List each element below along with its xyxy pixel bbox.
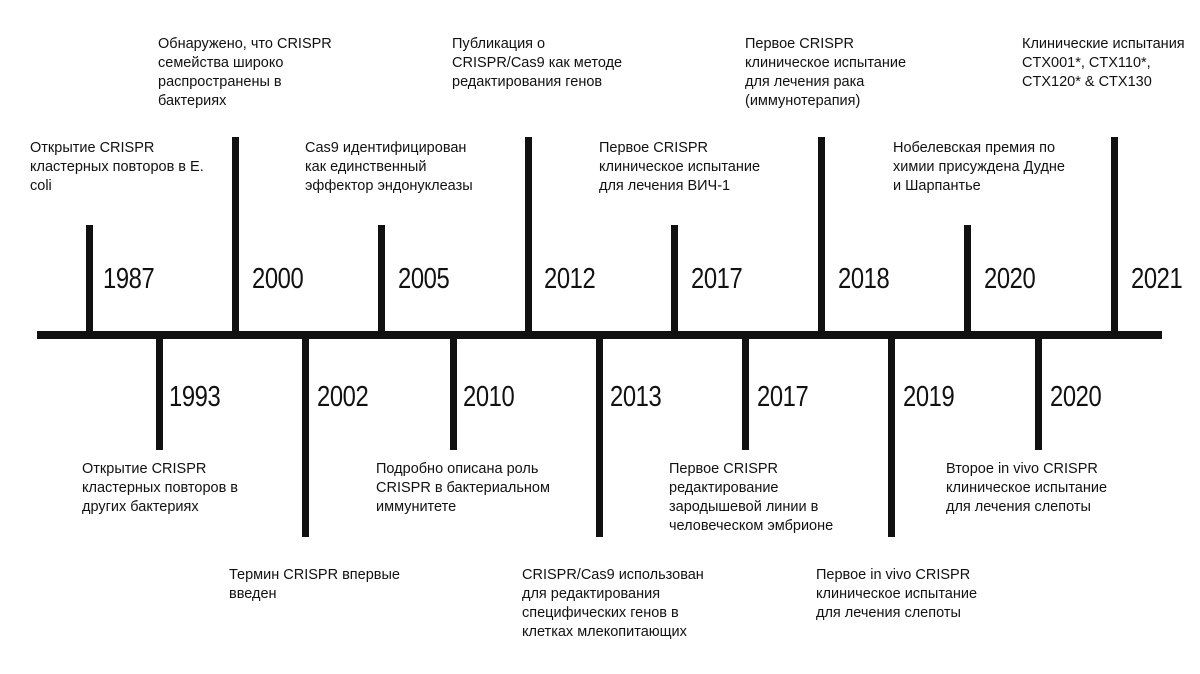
- year-1987: 1987: [103, 263, 155, 295]
- tick-1993: [156, 335, 163, 450]
- tick-2005: [378, 225, 385, 335]
- event-text-2020-top: Нобелевская премия по химии присуждена Дудне и Шарпантье: [893, 140, 1065, 194]
- tick-2020-bottom: [1035, 335, 1042, 450]
- year-1993: 1993: [169, 381, 221, 413]
- year-2020-top: 2020: [984, 263, 1036, 295]
- tick-2019: [888, 335, 895, 537]
- tick-2021: [1111, 137, 1118, 335]
- event-text-2010: Подробно описана роль CRISPR в бактериальном иммунитете: [376, 461, 550, 515]
- event-text-2021: Клинические испытания CTX001*, CTX110*, CTX120* & CTX130: [1022, 36, 1185, 90]
- event-text-2017-top: Первое CRISPR клиническое испытание для лечения ВИЧ-1: [599, 140, 761, 194]
- tick-2013: [596, 335, 603, 537]
- tick-2017-bottom: [742, 335, 749, 450]
- tick-2018: [818, 137, 825, 335]
- year-2021: 2021: [1131, 263, 1183, 295]
- event-text-2000: Обнаружено, что CRISPR семейства широко распространены в бактериях: [158, 36, 332, 109]
- event-text-1993: Открытие CRISPR кластерных повторов в других бактериях: [82, 461, 239, 515]
- tick-2020-top: [964, 225, 971, 335]
- tick-2002: [302, 335, 309, 537]
- year-2020-bottom: 2020: [1050, 381, 1102, 413]
- event-text-2018: Первое CRISPR клиническое испытание для лечения рака (иммунотерапия): [745, 36, 907, 109]
- event-text-2019: Первое in vivo CRISPR клиническое испытание для лечения слепоты: [816, 567, 978, 621]
- year-2000: 2000: [252, 263, 304, 295]
- tick-2000: [232, 137, 239, 335]
- year-2019: 2019: [903, 381, 955, 413]
- year-2005: 2005: [398, 263, 450, 295]
- year-2012: 2012: [544, 263, 596, 295]
- year-2017-top: 2017: [691, 263, 743, 295]
- tick-2012: [525, 137, 532, 335]
- event-text-1987: Открытие CRISPR кластерных повторов в E. coli: [30, 140, 204, 194]
- event-text-2013: CRISPR/Cas9 использован для редактирования специфических генов в клетках млекопитающих: [522, 567, 704, 640]
- event-text-2012: Публикация о CRISPR/Cas9 как методе редактирования генов: [452, 36, 623, 90]
- event-text-2005: Cas9 идентифицирован как единственный эффектор эндонуклеазы: [305, 140, 473, 194]
- tick-2010: [450, 335, 457, 450]
- year-2013: 2013: [610, 381, 662, 413]
- year-2002: 2002: [317, 381, 369, 413]
- year-2010: 2010: [463, 381, 515, 413]
- event-text-2002: Термин CRISPR впервые введен: [229, 567, 400, 602]
- event-text-2020-bottom: Второе in vivo CRISPR клиническое испытание для лечения слепоты: [946, 461, 1108, 515]
- year-2018: 2018: [838, 263, 890, 295]
- year-2017-bottom: 2017: [757, 381, 809, 413]
- tick-2017-top: [671, 225, 678, 335]
- event-text-2017-bottom: Первое CRISPR редактирование зародышевой линии в человеческом эмбрионе: [669, 461, 834, 534]
- tick-1987: [86, 225, 93, 335]
